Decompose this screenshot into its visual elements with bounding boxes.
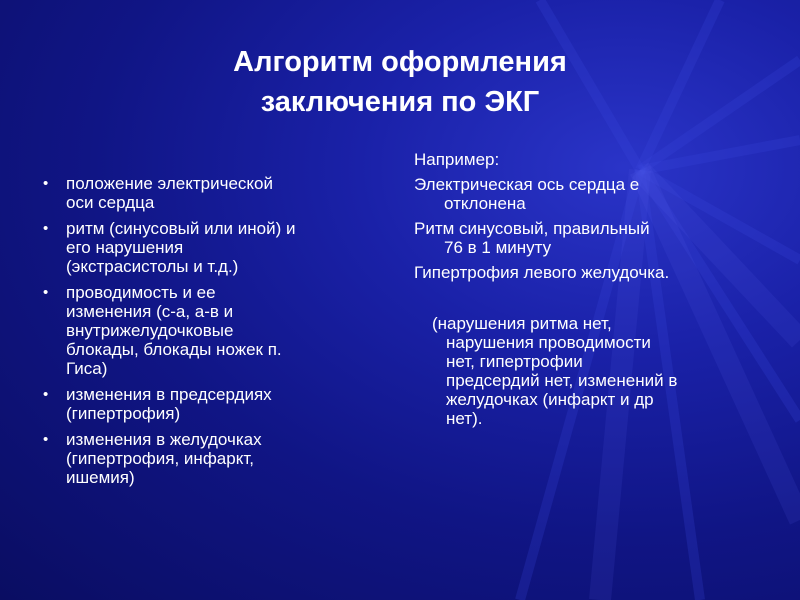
paragraph-line: отклонена — [444, 194, 526, 213]
list-item — [38, 219, 390, 276]
bullet-icon: • — [43, 220, 49, 237]
list-item — [38, 174, 390, 212]
paragraph-line: Ритм синусовый, правильный — [414, 219, 650, 238]
note-paragraph — [414, 314, 784, 428]
list-item-line: изменения в желудочках — [66, 430, 262, 449]
paragraph-line: Электрическая ось сердца е — [414, 175, 640, 194]
left-column — [38, 174, 390, 494]
list-item-line: (гипертрофия) — [66, 404, 181, 423]
note-line: нет, гипертрофии — [446, 352, 583, 371]
list-item-line: блокады, блокады ножек п. — [66, 340, 282, 359]
list-item-line: Гиса) — [66, 359, 108, 378]
slide-title — [0, 42, 800, 122]
example-label: Например: — [414, 150, 500, 169]
bullet-icon: • — [43, 386, 49, 403]
list-item-line: ишемия) — [66, 468, 135, 487]
bullet-icon: • — [43, 284, 49, 301]
title-line-1: Алгоритм оформления — [233, 46, 567, 78]
note-line: нарушения проводимости — [446, 333, 651, 352]
list-item-line: его нарушения — [66, 238, 184, 257]
bullet-icon: • — [43, 175, 49, 192]
list-item-line: оси сердца — [66, 193, 155, 212]
example-paragraph — [414, 219, 784, 257]
list-item-line: (экстрасистолы и т.д.) — [66, 257, 239, 276]
bullet-icon: • — [43, 431, 49, 448]
list-item-line: ритм (синусовый или иной) и — [66, 219, 296, 238]
example-paragraph — [414, 263, 784, 282]
bullet-list — [38, 174, 390, 487]
paragraph-line: 76 в 1 минуту — [444, 238, 552, 257]
note-line: нет). — [446, 409, 483, 428]
list-item-line: положение электрической — [66, 174, 273, 193]
list-item — [38, 385, 390, 423]
title-line-2: заключения по ЭКГ — [260, 86, 540, 118]
list-item — [38, 430, 390, 487]
note-line: (нарушения ритма нет, — [432, 314, 612, 333]
list-item-line: проводимость и ее — [66, 283, 216, 302]
paragraph-line: Гипертрофия левого желудочка. — [414, 263, 670, 282]
list-item-line: внутрижелудочковые — [66, 321, 234, 340]
note-line: желудочках (инфаркт и др — [446, 390, 654, 409]
right-column — [414, 150, 784, 428]
list-item-line: (гипертрофия, инфаркт, — [66, 449, 254, 468]
list-item-line: изменения в предсердиях — [66, 385, 272, 404]
list-item-line: изменения (с-а, а-в и — [66, 302, 234, 321]
example-paragraph — [414, 175, 784, 213]
note-line: предсердий нет, изменений в — [446, 371, 678, 390]
list-item — [38, 283, 390, 378]
